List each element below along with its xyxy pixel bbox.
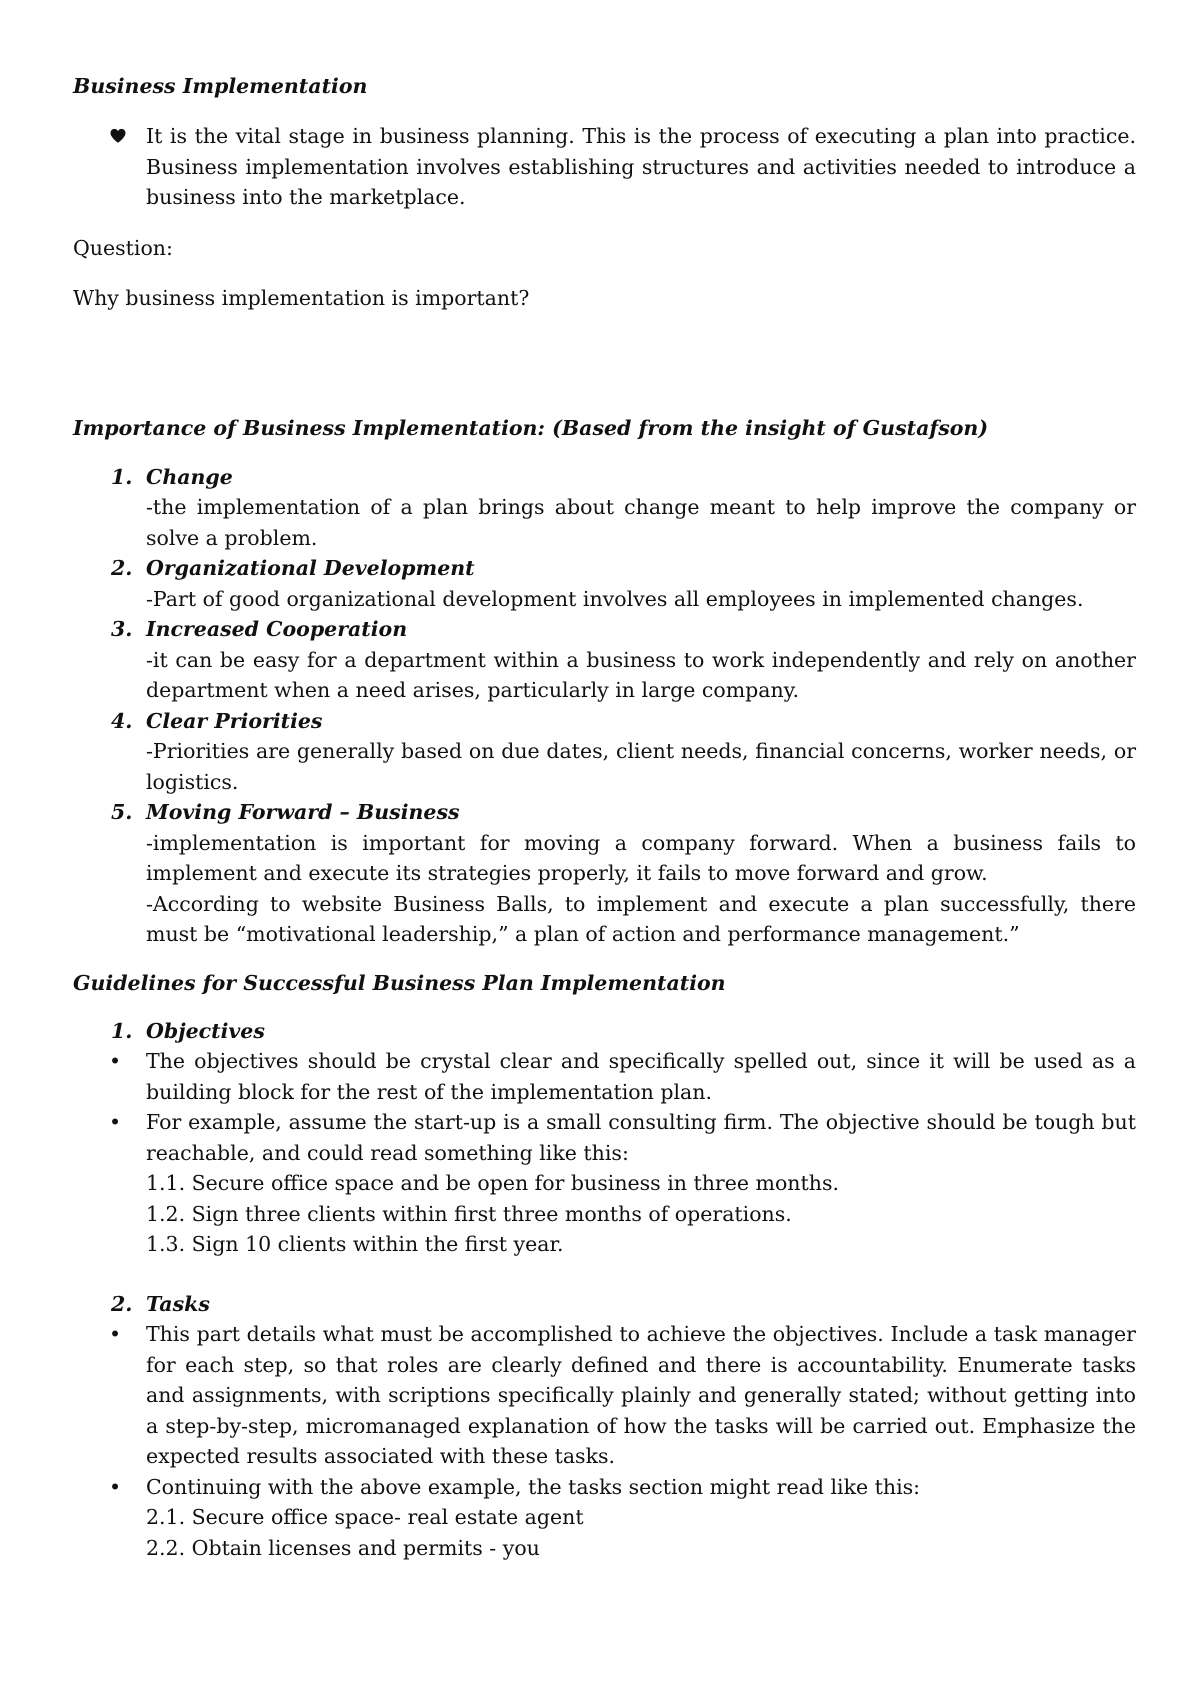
section-title-business-implementation: Business Implementation	[73, 74, 368, 98]
importance-item-title	[73, 706, 1136, 737]
tasks-block	[73, 1289, 1136, 1564]
importance-item-text: -it can be easy for a department within a business to work independently and rely on another department when a need arises, particularly in large company.	[146, 647, 1136, 702]
importance-item-text-extra: -According to website Business Balls, to implement and execute a plan successfully, there must be “motivational leadership,” a plan of action and performance management.”	[146, 891, 1136, 946]
item-number: 2.	[111, 1291, 133, 1316]
sub-item: 2.1. Secure office space- real estate agent	[146, 1505, 584, 1529]
item-title-text: Tasks	[146, 1291, 210, 1316]
section-title-guidelines: Guidelines for Successful Business Plan Implementation	[73, 970, 726, 995]
bullet-text: This part details what must be accomplished to achieve the objectives. Include a task manager for each step, so that roles are clearly defined and there is accountability. Enumerate tasks and assignments, with scriptions specifically plainly and generally stated; without getting into a step-by-step, micromanaged explanation of how the tasks will be carried out. Emphasize the expected results associated with these tasks.	[146, 1322, 1136, 1468]
item-number: 2.	[111, 556, 133, 580]
sub-item: 2.2. Obtain licenses and permits - you	[146, 1535, 540, 1560]
bullet-icon: •	[109, 1110, 122, 1134]
tasks-title	[73, 1289, 1136, 1320]
sub-item: 1.1. Secure office space and be open for business in three months.	[146, 1171, 839, 1195]
question-label: Question:	[73, 235, 173, 260]
item-number: 4.	[111, 708, 133, 733]
heart-icon	[109, 127, 127, 145]
objectives-block	[73, 1016, 1136, 1260]
importance-item-title	[73, 462, 1136, 493]
importance-item-title	[73, 553, 1136, 584]
item-title-text: Increased Cooperation	[146, 617, 408, 641]
importance-item-text: -implementation is important for moving a company forward. When a business fails to implement and execute its strategies properly, it fails to move forward and grow.	[146, 830, 1136, 885]
list-item	[73, 1319, 1136, 1472]
item-number: 3.	[111, 617, 133, 641]
item-title-text: Change	[146, 464, 233, 489]
list-item	[73, 1472, 1136, 1503]
bullet-text: It is the vital stage in business planning. This is the process of executing a plan into practice. Business implementation involves establishing structures and activities needed to introduce a business into the marketplace.	[146, 124, 1136, 209]
objectives-title	[73, 1016, 1136, 1047]
heart-bullet-item	[73, 121, 1136, 213]
importance-item-title	[73, 797, 1136, 828]
section-title-importance: Importance of Business Implementation: (Based from the insight of Gustafson)	[73, 415, 989, 440]
item-title-text: Organizational Development	[146, 556, 475, 580]
importance-list	[73, 462, 1136, 950]
question-text: Why business implementation is important?	[73, 286, 530, 310]
bullet-text: Continuing with the above example, the tasks section might read like this:	[146, 1474, 921, 1499]
bullet-icon: •	[109, 1474, 122, 1499]
importance-item-text: -Part of good organizational development involves all employees in implemented changes.	[146, 586, 1084, 611]
item-title-text: Objectives	[146, 1018, 265, 1043]
item-number: 1.	[111, 1018, 133, 1043]
bullet-text: For example, assume the start-up is a small consulting firm. The objective should be tough but reachable, and could read something like this:	[146, 1110, 1136, 1165]
item-number: 1.	[111, 464, 133, 489]
list-item	[73, 1107, 1136, 1168]
bullet-icon: •	[109, 1049, 122, 1073]
item-number: 5.	[111, 800, 133, 824]
importance-item-text: -Priorities are generally based on due dates, client needs, financial concerns, worker needs, or logistics.	[146, 739, 1136, 794]
importance-item-text: -the implementation of a plan brings about change meant to help improve the company or solve a problem.	[146, 495, 1136, 550]
item-title-text: Moving Forward – Business	[146, 800, 460, 824]
sub-item: 1.3. Sign 10 clients within the first year.	[146, 1232, 564, 1256]
importance-item-title	[73, 614, 1136, 645]
item-title-text: Clear Priorities	[146, 708, 323, 733]
bullet-icon: •	[109, 1322, 122, 1346]
sub-item: 1.2. Sign three clients within first three months of operations.	[146, 1201, 792, 1226]
bullet-text: The objectives should be crystal clear and specifically spelled out, since it will be used as a building block for the rest of the implementation plan.	[146, 1049, 1136, 1104]
list-item	[73, 1046, 1136, 1107]
